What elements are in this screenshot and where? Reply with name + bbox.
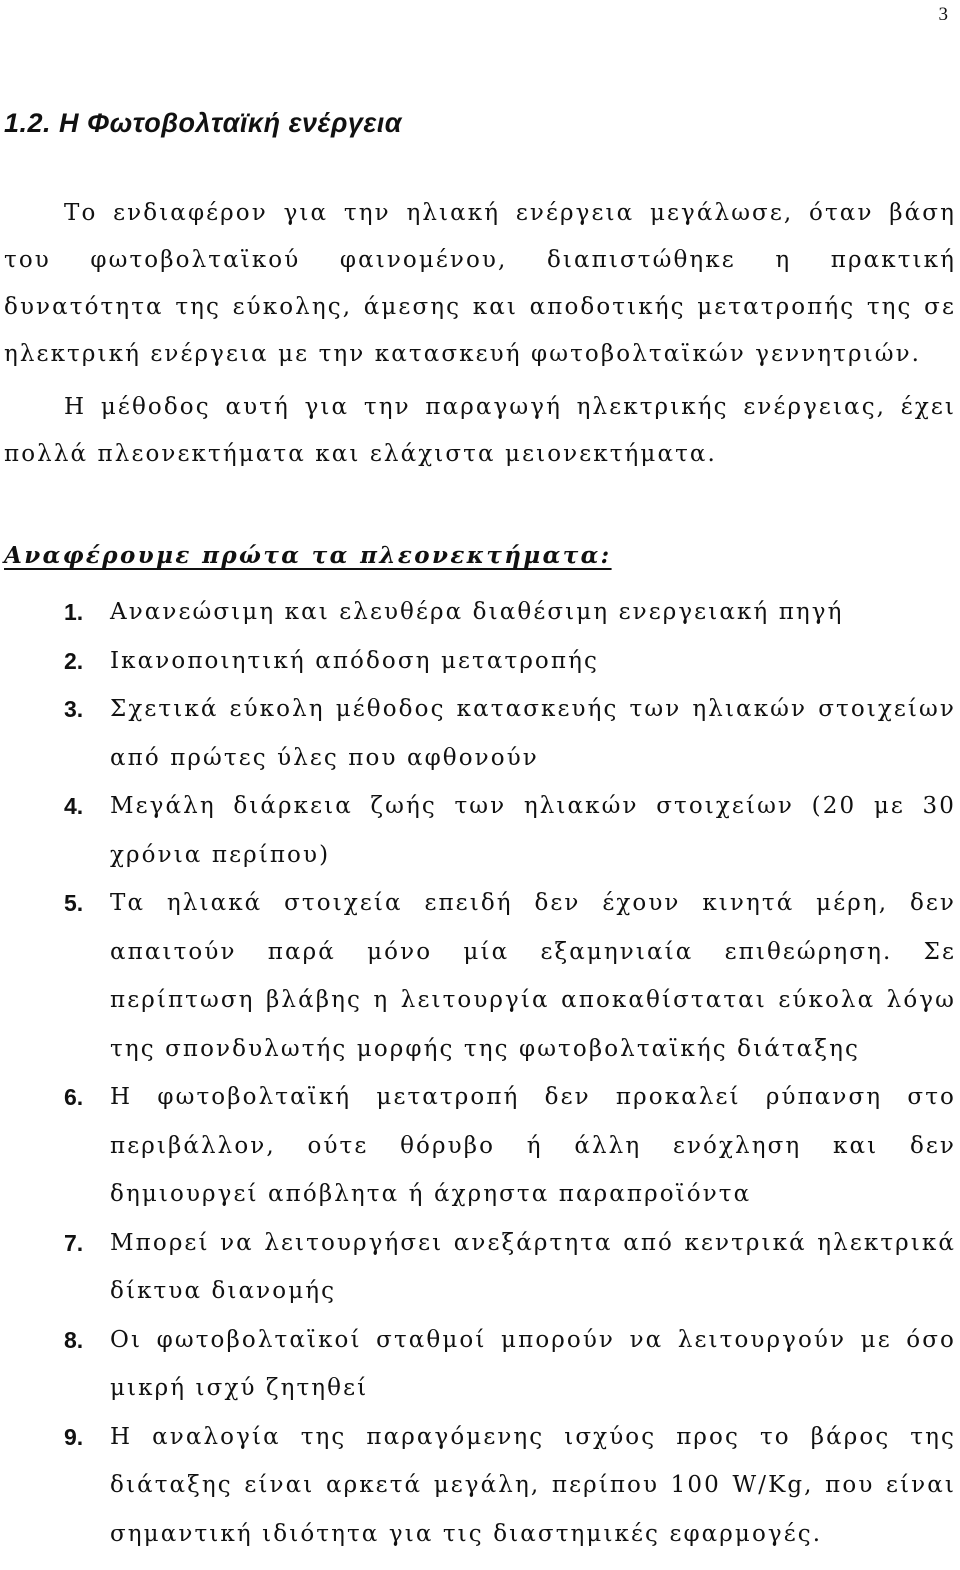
list-item-number: 9. — [64, 1423, 84, 1450]
intro-paragraph: Το ενδιαφέρον για την ηλιακή ενέργεια μεγάλωσε, όταν βάση του φωτοβολταϊκού φαινομένου, διαπιστώθηκε η πρακτική δυνατότητα της εύκολης, άμεσης και αποδοτικής μετατροπής της σε ηλεκτρική ενέργεια με την κατασκευή φωτοβολταϊκών γεννητριών. — [4, 200, 956, 367]
list-item-text: Η φωτοβολταϊκή μετατροπή δεν προκαλεί ρύπανση στο περιβάλλον, ούτε θόρυβο ή άλλη ενόχληση και δεν δημιουργεί απόβλητα ή άχρηστα παραπροϊόντα — [110, 1084, 956, 1207]
list-item-text: Μεγάλη διάρκεια ζωής των ηλιακών στοιχείων (20 με 30 χρόνια περίπου) — [110, 793, 956, 868]
list-item — [0, 1073, 956, 1219]
section-title: 1.2. Η Φωτοβολταϊκή ενέργεια — [4, 108, 402, 138]
list-item — [0, 1219, 956, 1316]
list-item — [0, 1413, 956, 1559]
list-item — [0, 879, 956, 1073]
list-item-text: Ανανεώσιμη και ελευθέρα διαθέσιμη ενεργειακή πηγή — [110, 599, 844, 625]
list-item-number: 4. — [64, 793, 84, 819]
advantages-heading: Αναφέρουμε πρώτα τα πλεονεκτήματα: — [4, 542, 612, 569]
list-item — [0, 685, 956, 782]
list-item-number: 8. — [64, 1326, 84, 1353]
list-item-number: 7. — [64, 1229, 84, 1256]
list-item-number: 5. — [64, 890, 84, 916]
list-item-number: 2. — [64, 647, 84, 674]
list-item-text: Σχετικά εύκολη μέθοδος κατασκευής των ηλιακών στοιχείων από πρώτες ύλες που αφθονούν — [110, 696, 956, 771]
list-item — [0, 637, 956, 686]
list-item-text: Η αναλογία της παραγόμενης ισχύος προς το βάρος της διάταξης είναι αρκετά μεγάλη, περίπου 100 W/Kg, που είναι σημαντική ιδιότητα για τις διαστημικές εφαρμογές. — [110, 1423, 956, 1547]
list-item — [0, 782, 956, 879]
advantages-list — [0, 588, 956, 1558]
list-item-number: 3. — [64, 696, 84, 722]
list-item-text: Ικανοποιητική απόδοση μετατροπής — [110, 647, 599, 674]
list-item-text: Μπορεί να λειτουργήσει ανεξάρτητα από κεντρικά ηλεκτρικά δίκτυα διανομής — [110, 1229, 956, 1304]
method-paragraph: Η μέθοδος αυτή για την παραγωγή ηλεκτρικής ενέργειας, έχει πολλά πλεονεκτήματα και ελάχιστα μειονεκτήματα. — [4, 394, 956, 467]
page-number: 3 — [938, 4, 948, 25]
list-item — [0, 588, 956, 637]
list-item-number: 1. — [64, 599, 84, 625]
list-item-text: Τα ηλιακά στοιχεία επειδή δεν έχουν κινητά μέρη, δεν απαιτούν παρά μόνο μία εξαμηνιαία επιθεώρηση. Σε περίπτωση βλάβης η λειτουργία αποκαθίσταται εύκολα λόγω της σπονδυλωτής μορφής της φωτοβολταϊκής διάταξης — [110, 890, 956, 1062]
list-item — [0, 1316, 956, 1413]
list-item-number: 6. — [64, 1084, 84, 1110]
list-item-text: Οι φωτοβολταϊκοί σταθμοί μπορούν να λειτουργούν με όσο μικρή ισχύ ζητηθεί — [110, 1326, 956, 1401]
